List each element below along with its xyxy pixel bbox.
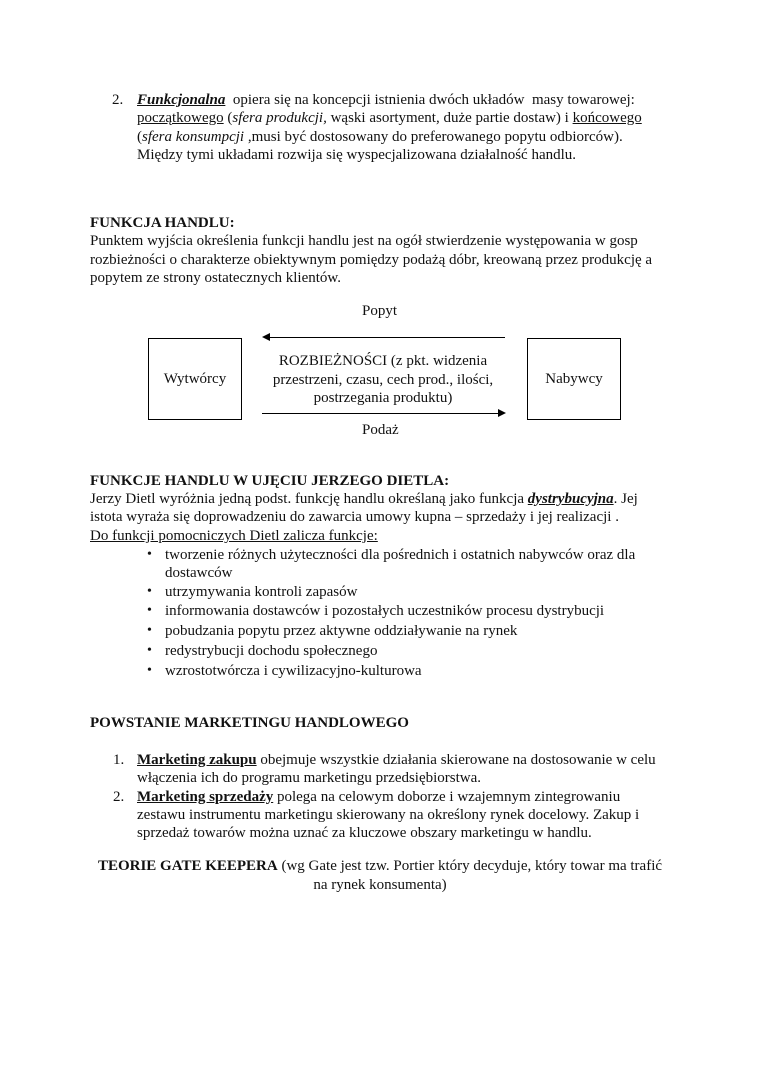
text: (wg Gate jest tzw. Portier który decyduje, który towar ma trafić xyxy=(277,858,663,874)
term-funkcjonalna: Funkcjonalna xyxy=(137,92,226,108)
center-line: postrzegania produktu) xyxy=(313,390,453,406)
bullet-icon: • xyxy=(147,547,152,562)
heading-marketing: POWSTANIE MARKETINGU HANDLOWEGO xyxy=(90,715,409,731)
text: ( xyxy=(137,129,142,145)
arrow-left xyxy=(268,337,505,338)
marketing-item-1-line-2: włączenia ich do programu marketingu przedsiębiorstwa. xyxy=(137,770,482,786)
list-item: redystrybucji dochodu społecznego xyxy=(165,643,378,659)
heading-dietl: FUNKCJE HANDLU W UJĘCIU JERZEGO DIETLA: xyxy=(90,473,450,489)
marketing-item-2-line-1 xyxy=(137,788,620,806)
text: . Jej xyxy=(613,491,638,507)
text: obejmuje wszystkie działania skierowane na dostosowanie w celu xyxy=(256,752,656,768)
marketing-item-2-line-2: zestawu instrumentu marketingu skierowany na określony rynek docelowy. Zakup i xyxy=(137,807,640,823)
term-poczatkowego: początkowego xyxy=(137,110,224,126)
term-marketing-sprzedazy: Marketing sprzedaży xyxy=(137,789,274,805)
term-gatekeeper: TEORIE GATE KEEPERA xyxy=(97,858,278,874)
list-item: pobudzania popytu przez aktywne oddziaływanie na rynek xyxy=(165,623,518,639)
list-number: 1. xyxy=(113,752,125,768)
dietl-line-2: istota wyraża się doprowadzeniu do zawarcia umowy kupna – sprzedaży i jej realizacji . xyxy=(90,509,619,525)
paragraph-line: popytem ze strony ostatecznych klientów. xyxy=(90,270,342,286)
arrowhead-right-icon xyxy=(498,409,506,417)
arrow-right xyxy=(262,413,499,414)
marketing-item-1-line-1 xyxy=(137,751,656,769)
label-popyt: Popyt xyxy=(362,303,398,319)
list-item: utrzymywania kontroli zapasów xyxy=(165,584,358,600)
functional-line-1 xyxy=(137,91,635,109)
text: Jerzy Dietl wyróżnia jedną podst. funkcję handlu określaną jako funkcja xyxy=(90,491,528,507)
bullet-icon: • xyxy=(147,663,152,678)
bullet-icon: • xyxy=(147,623,152,638)
text: ,musi być dostosowany do preferowanego popytu odbiorców). xyxy=(244,129,623,145)
dietl-line-3: Do funkcji pomocniczych Dietl zalicza funkcje: xyxy=(90,528,378,544)
text: sfera produkcji, xyxy=(232,110,327,126)
text: sfera konsumpcji xyxy=(142,129,245,145)
list-item: tworzenie różnych użyteczności dla pośrednich i ostatnich nabywców oraz dla xyxy=(165,547,636,563)
list-item: informowania dostawców i pozostałych uczestników procesu dystrybucji xyxy=(165,603,605,619)
list-item: wzrostotwórcza i cywilizacyjno-kulturowa xyxy=(165,663,422,679)
list-number: 2. xyxy=(113,789,125,805)
label-podaz: Podaż xyxy=(362,422,399,438)
center-line: przestrzeni, czasu, cech prod., ilości, xyxy=(272,372,494,388)
box-label: Wytwórcy xyxy=(163,370,227,387)
heading-funkcja-handlu: FUNKCJA HANDLU: xyxy=(90,215,235,231)
functional-line-4: Między tymi układami rozwija się wyspecjalizowana działalność handlu. xyxy=(137,147,577,163)
paragraph-line: rozbieżności o charakterze obiektywnym pomiędzy podażą dóbr, kreowaną przez produkcję a xyxy=(90,252,653,268)
box-wytworcy xyxy=(148,338,242,420)
list-item: dostawców xyxy=(165,565,233,581)
bullet-icon: • xyxy=(147,603,152,618)
functional-line-3 xyxy=(137,128,623,146)
term-dystrybucyjna: dystrybucyjna xyxy=(527,491,614,507)
text: polega na celowym doborze i wzajemnym zintegrowaniu xyxy=(273,789,621,805)
text: wąski asortyment, duże partie dostaw) i xyxy=(326,110,573,126)
gatekeeper-line-1 xyxy=(60,857,700,875)
center-line: ROZBIEŻNOŚCI (z pkt. widzenia xyxy=(278,353,488,369)
arrowhead-left-icon xyxy=(262,333,270,341)
list-number: 2. xyxy=(112,92,124,108)
dietl-line-1 xyxy=(90,490,638,508)
term-marketing-zakupu: Marketing zakupu xyxy=(137,752,257,768)
marketing-item-2-line-3: sprzedaż towarów można uznać za kluczowe obszary marketingu w handlu. xyxy=(137,825,592,841)
bullet-icon: • xyxy=(147,643,152,658)
paragraph-line: Punktem wyjścia określenia funkcji handlu jest na ogół stwierdzenie występowania w gosp xyxy=(90,233,638,249)
text: opiera się na koncepcji istnienia dwóch układów masy towarowej: xyxy=(225,92,635,108)
box-nabywcy xyxy=(527,338,621,420)
bullet-icon: • xyxy=(147,584,152,599)
gatekeeper-line-2: na rynek konsumenta) xyxy=(313,877,447,893)
functional-line-2 xyxy=(137,109,642,127)
term-koncowego: końcowego xyxy=(572,110,642,126)
box-label: Nabywcy xyxy=(545,370,603,387)
text: ( xyxy=(223,110,233,126)
